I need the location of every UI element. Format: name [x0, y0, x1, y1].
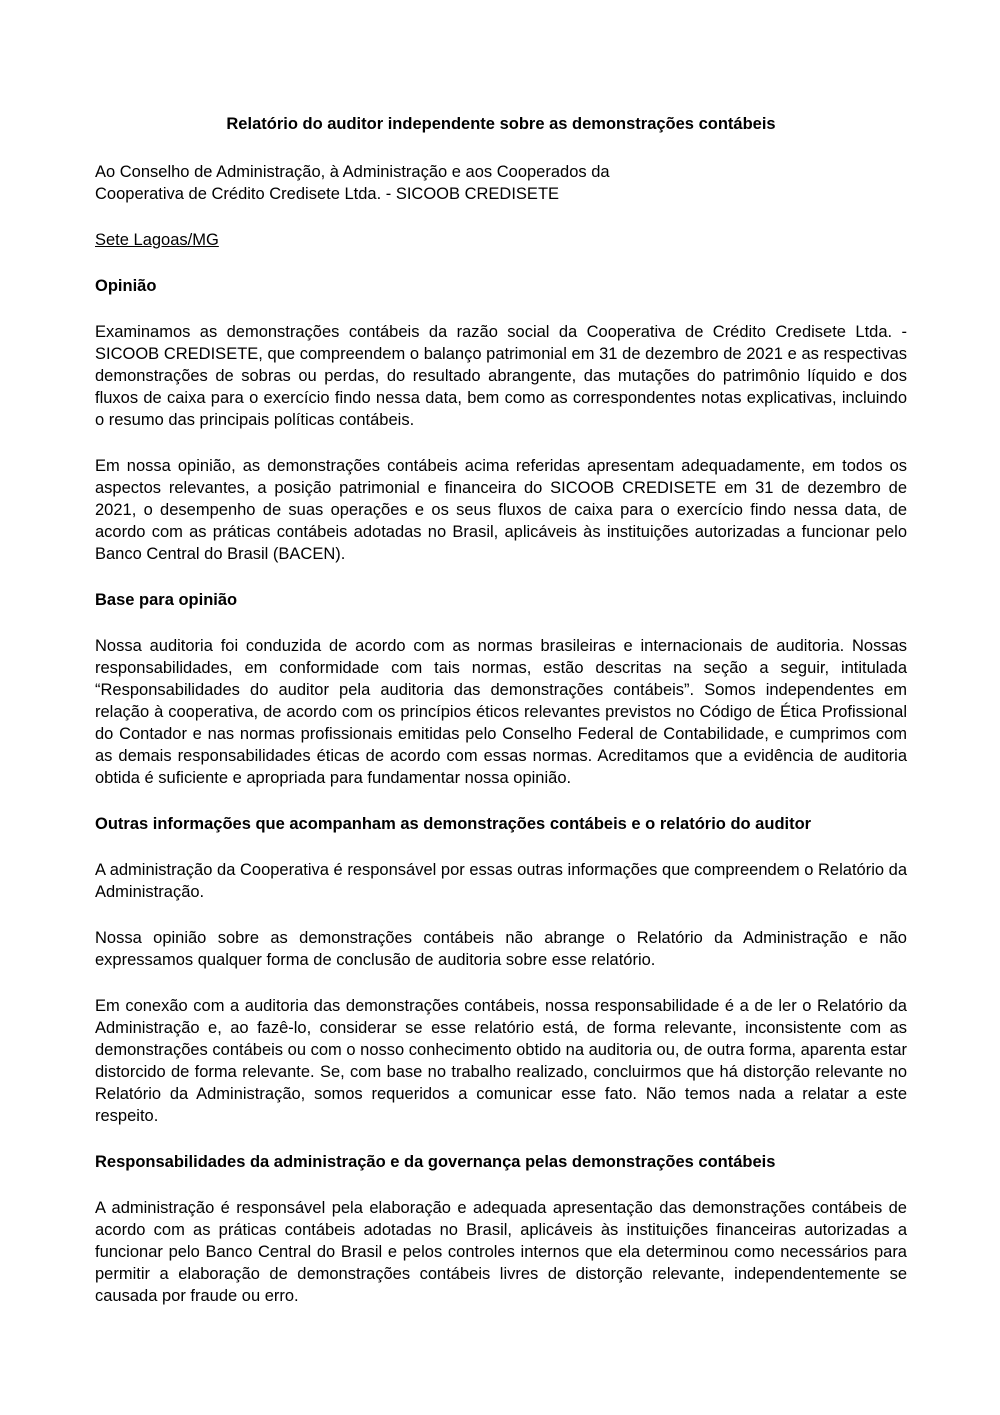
paragraph-outras-informacoes-2: Nossa opinião sobre as demonstrações contábeis não abrange o Relatório da Administração e não expressamos qualquer forma de conclusão de auditoria sobre esse relatório. [95, 929, 907, 969]
paragraph-opiniao-1: Examinamos as demonstrações contábeis da razão social da Cooperativa de Crédito Credisete Ltda. - SICOOB CREDISETE, que compreendem o balanço patrimonial em 31 de dezembro de 2021 e as respectivas demonstrações de sobras ou perdas, do resultado abrangente, das mutações do patrimônio líquido e dos fluxos de caixa para o exercício findo nessa data, bem como as correspondentes notas explicativas, incluindo o resumo das principais políticas contábeis. [95, 323, 907, 429]
paragraph-outras-informacoes-1: A administração da Cooperativa é responsável por essas outras informações que compreendem o Relatório da Administração. [95, 861, 907, 901]
section-heading-base-para-opiniao: Base para opinião [95, 591, 238, 609]
section-heading-outras-informacoes: Outras informações que acompanham as demonstrações contábeis e o relatório do auditor [95, 815, 812, 833]
addressee-block [95, 161, 907, 205]
paragraph-outras-informacoes-3: Em conexão com a auditoria das demonstrações contábeis, nossa responsabilidade é a de ler o Relatório da Administração e, ao fazê-lo, considerar se esse relatório está, de forma relevante, inconsistente com as demonstrações contábeis ou com o nosso conhecimento obtido na auditoria ou, de outra forma, aparenta estar distorcido de forma relevante. Se, com base no trabalho realizado, concluirmos que há distorção relevante no Relatório da Administração, somos requeridos a comunicar esse fato. Não temos nada a relatar a este respeito. [95, 997, 907, 1125]
section-heading-responsabilidades-administracao: Responsabilidades da administração e da governança pelas demonstrações contábeis [95, 1153, 776, 1171]
paragraph-responsabilidades-administracao-1: A administração é responsável pela elaboração e adequada apresentação das demonstrações contábeis de acordo com as práticas contábeis adotadas no Brasil, aplicáveis às instituições financeiras autorizadas a funcionar pelo Banco Central do Brasil e pelos controles internos que ela determinou como necessários para permitir a elaboração de demonstrações contábeis livres de distorção relevante, independentemente se causada por fraude ou erro. [95, 1199, 907, 1305]
section-heading-opiniao: Opinião [95, 277, 157, 295]
document-page [95, 113, 907, 1331]
location-line [95, 229, 907, 251]
location-text: Sete Lagoas/MG [95, 231, 219, 249]
document-title: Relatório do auditor independente sobre as demonstrações contábeis [226, 115, 776, 133]
paragraph-base-para-opiniao-1: Nossa auditoria foi conduzida de acordo com as normas brasileiras e internacionais de auditoria. Nossas responsabilidades, em conformidade com tais normas, estão descritas na seção a seguir, intitulada “Responsabilidades do auditor pela auditoria das demonstrações contábeis”. Somos independentes em relação à cooperativa, de acordo com os princípios éticos relevantes previstos no Código de Ética Profissional do Contador e nas normas profissionais emitidas pelo Conselho Federal de Contabilidade, e cumprimos com as demais responsabilidades éticas de acordo com essas normas. Acreditamos que a evidência de auditoria obtida é suficiente e apropriada para fundamentar nossa opinião. [95, 637, 907, 787]
addressee-line-2: Cooperativa de Crédito Credisete Ltda. - SICOOB CREDISETE [95, 185, 560, 203]
addressee-line-1: Ao Conselho de Administração, à Administração e aos Cooperados da [95, 163, 610, 181]
paragraph-opiniao-2: Em nossa opinião, as demonstrações contábeis acima referidas apresentam adequadamente, em todos os aspectos relevantes, a posição patrimonial e financeira do SICOOB CREDISETE em 31 de dezembro de 2021, o desempenho de suas operações e os seus fluxos de caixa para o exercício findo nessa data, de acordo com as práticas contábeis adotadas no Brasil, aplicáveis às instituições autorizadas a funcionar pelo Banco Central do Brasil (BACEN). [95, 457, 907, 563]
